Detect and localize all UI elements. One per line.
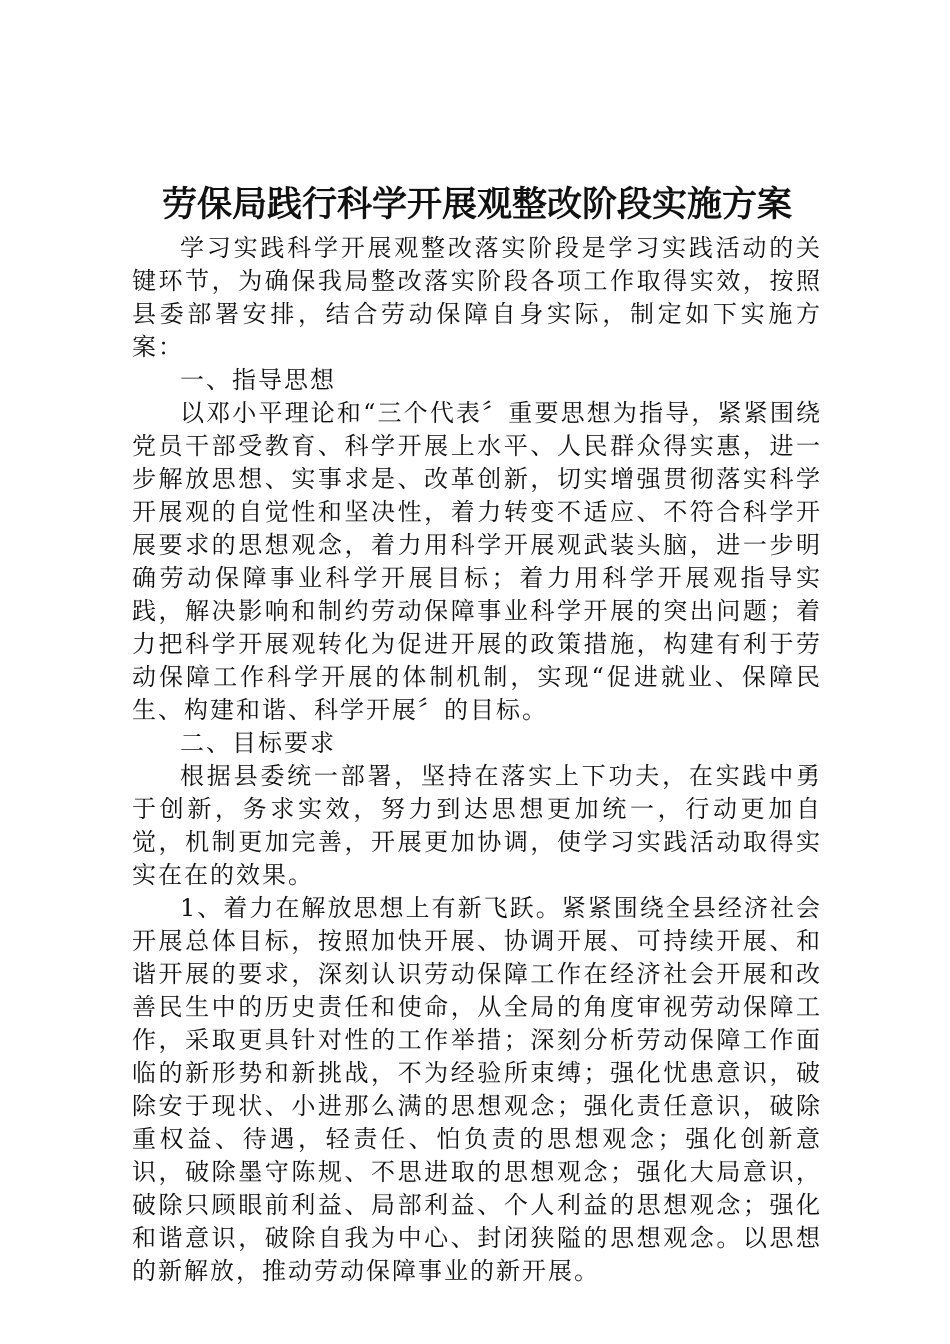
intro-paragraph: 学习实践科学开展观整改落实阶段是学习实践活动的关键环节，为确保我局整改落实阶段各项工作取得实效，按照县委部署安排，结合劳动保障自身实际，制定如下实施方案： [132,234,822,361]
document-title: 劳保局践行科学开展观整改阶段实施方案 [161,184,792,225]
list-item-emancipate-thinking: 1、着力在解放思想上有新飞跃。紧紧围绕全县经济社会开展总体目标，按照加快开展、协调开展、可持续开展、和谐开展的要求，深刻认识劳动保障工作在经济社会开展和改善民生中的历史责任和使命，从全局的角度审视劳动保障工作，采取更具针对性的工作举措；深刻分析劳动保障工作面临的新形势和新挑战，不为经验所束缚；强化忧患意识，破除安于现状、小进那么满的思想观念；强化责任意识，破除重权益、待遇，轻责任、怕负责的思想观念；强化创新意识，破除墨守陈规、不思进取的思想观念；强化大局意识，破除只顾眼前利益、局部利益、个人利益的思想观念；强化和谐意识，破除自我为中心、封闭狭隘的思想观念。以思想的新解放，推动劳动保障事业的新开展。 [132,894,822,1285]
section-heading-goals: 二、目标要求 [180,729,336,757]
section-body-goals: 根据县委统一部署，坚持在落实上下功夫，在实践中勇于创新，务求实效，努力到达思想更加统一，行动更加自觉，机制更加完善，开展更加协调，使学习实践活动取得实实在在的效果。 [132,762,822,889]
section-body-guiding-thought: 以邓小平理论和“三个代表〞重要思想为指导，紧紧围绕党员干部受教育、科学开展上水平、人民群众得实惠，进一步解放思想、实事求是、改革创新，切实增强贯彻落实科学开展观的自觉性和坚决性，着力转变不适应、不符合科学开展要求的思想观念，着力用科学开展观武装头脑，进一步明确劳动保障事业科学开展目标；着力用科学开展观指导实践，解决影响和制约劳动保障事业科学开展的突出问题；着力把科学开展观转化为促进开展的政策措施，构建有利于劳动保障工作科学开展的体制机制，实现“促进就业、保障民生、构建和谐、科学开展〞的目标。 [132,399,822,724]
section-heading-guiding-thought: 一、指导思想 [180,366,336,394]
document-page [132,180,822,1288]
